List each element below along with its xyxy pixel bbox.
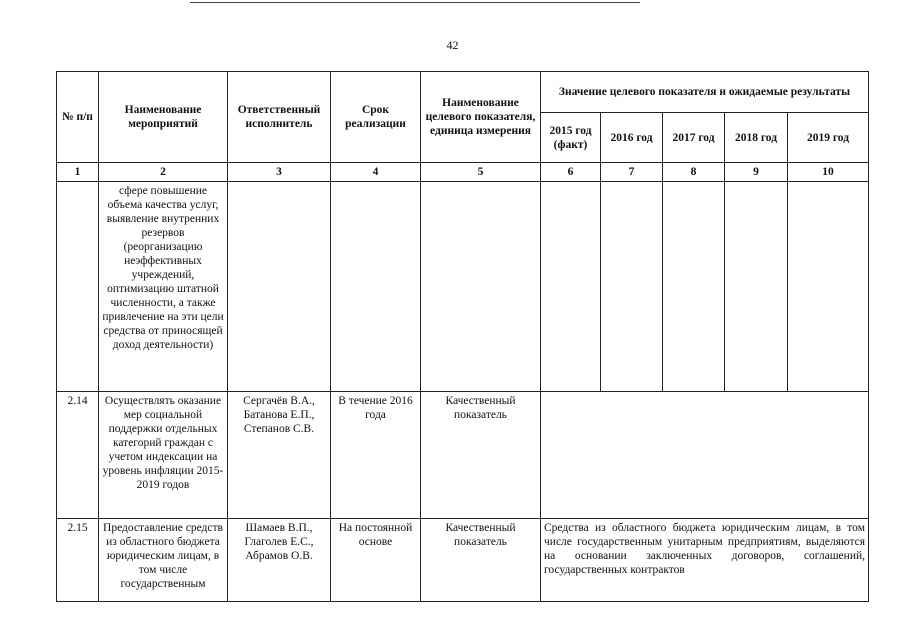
header-year-2017: 2017 год bbox=[663, 113, 725, 163]
row-executor bbox=[228, 182, 331, 392]
column-number: 1 bbox=[57, 163, 99, 182]
row-name: сфере повышение объема качества услуг, выявление внутренних резервов (реорганизацию неэффективных учреждений, оптимизацию штатной численности, а также привлечение на эти цели средства от приносящей доход деятельности) bbox=[99, 182, 228, 392]
page-number: 42 bbox=[446, 38, 459, 52]
row-indicator bbox=[421, 182, 541, 392]
column-number: 10 bbox=[788, 163, 869, 182]
row-result bbox=[541, 392, 869, 519]
header-year-2018: 2018 год bbox=[725, 113, 788, 163]
header-num: № п/п bbox=[57, 72, 99, 163]
row-executor: Шамаев В.П., Глаголев Е.С., Абрамов О.В. bbox=[228, 519, 331, 602]
column-number: 9 bbox=[725, 163, 788, 182]
column-numbers-row bbox=[57, 163, 869, 182]
row-value-cell bbox=[541, 182, 601, 392]
header-year-2016: 2016 год bbox=[601, 113, 663, 163]
row-num: 2.15 bbox=[57, 519, 99, 602]
row-value-cell bbox=[601, 182, 663, 392]
row-term: В течение 2016 года bbox=[331, 392, 421, 519]
row-num bbox=[57, 182, 99, 392]
row-value-cell bbox=[725, 182, 788, 392]
column-number: 7 bbox=[601, 163, 663, 182]
row-name: Осуществлять оказание мер социальной поддержки отдельных категорий граждан с учетом индексации на уровень инфляции 2015-2019 годов bbox=[99, 392, 228, 519]
row-value-cell bbox=[788, 182, 869, 392]
header-year-2019: 2019 год bbox=[788, 113, 869, 163]
header-year-2015: 2015 год (факт) bbox=[541, 113, 601, 163]
header-row-1 bbox=[57, 72, 869, 113]
header-values-group: Значение целевого показателя и ожидаемые результаты bbox=[541, 72, 869, 113]
header-name: Наименование мероприятий bbox=[99, 72, 228, 163]
column-number: 3 bbox=[228, 163, 331, 182]
header-term: Срок реализации bbox=[331, 72, 421, 163]
row-name: Предоставление средств из областного бюджета юридическим лицам, в том числе государственным bbox=[99, 519, 228, 602]
row-result: Средства из областного бюджета юридическим лицам, в том числе государственным унитарным предприятиям, выделяются на основании заключенных договоров, соглашений, государственных контрактов bbox=[541, 519, 869, 602]
program-table bbox=[56, 71, 869, 602]
column-number: 4 bbox=[331, 163, 421, 182]
row-term bbox=[331, 182, 421, 392]
row-value-cell bbox=[663, 182, 725, 392]
column-number: 6 bbox=[541, 163, 601, 182]
table-row bbox=[57, 182, 869, 392]
column-number: 5 bbox=[421, 163, 541, 182]
column-number: 2 bbox=[99, 163, 228, 182]
row-indicator: Качественный показатель bbox=[421, 519, 541, 602]
row-num: 2.14 bbox=[57, 392, 99, 519]
table-row bbox=[57, 392, 869, 519]
top-rule bbox=[190, 2, 640, 3]
column-number: 8 bbox=[663, 163, 725, 182]
row-executor: Сергачёв В.А., Батанова Е.П., Степанов С.В. bbox=[228, 392, 331, 519]
row-term: На постоянной основе bbox=[331, 519, 421, 602]
row-indicator: Качественный показатель bbox=[421, 392, 541, 519]
table-row bbox=[57, 519, 869, 602]
header-indicator: Наименование целевого показателя, единица измерения bbox=[421, 72, 541, 163]
header-executor: Ответственный исполнитель bbox=[228, 72, 331, 163]
